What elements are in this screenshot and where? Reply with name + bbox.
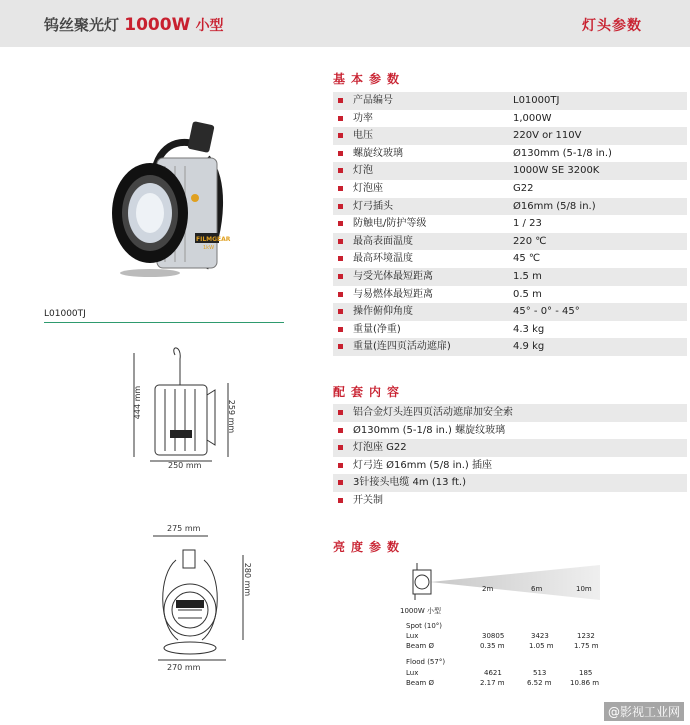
bullet-icon [338, 116, 343, 121]
front-view-drawing [148, 530, 263, 670]
accessory-item [333, 404, 687, 422]
spec-key: 灯泡座 [353, 183, 383, 194]
spot-lux-6m: 3423 [531, 632, 549, 640]
accessory-item [333, 474, 687, 492]
bullet-icon [338, 327, 343, 332]
spec-row [333, 180, 687, 198]
spot-beam-2m: 0.35 m [480, 642, 505, 650]
distance-10m: 10m [576, 585, 592, 593]
distance-2m: 2m [482, 585, 494, 593]
spec-key: 重量(净重) [353, 323, 401, 335]
bullet-icon [338, 151, 343, 156]
spec-key: 最高环境温度 [353, 253, 413, 265]
spec-key: 操作俯仰角度 [353, 306, 413, 318]
spec-row [333, 145, 687, 163]
spec-value: 45 ℃ [513, 253, 541, 265]
spec-value: 4.9 kg [513, 341, 545, 353]
side-body-height-label: 259 mm [227, 399, 237, 434]
spot-label: Spot (10°) [406, 622, 443, 630]
bullet-icon [338, 168, 343, 173]
model-divider [44, 322, 284, 323]
accessory-item [333, 422, 687, 440]
spec-value: Ø130mm (5-1/8 in.) [513, 147, 612, 159]
flood-beam-label: Beam Ø [406, 679, 434, 687]
spec-value: Ø16mm (5/8 in.) [513, 200, 596, 212]
spec-value: 0.5 m [513, 288, 542, 300]
spec-key: 防触电/防护等级 [353, 218, 427, 230]
flood-label: Flood (57°) [406, 658, 446, 666]
title-power: 1000W [124, 15, 191, 35]
bullet-icon [338, 344, 343, 349]
accessory-text: 3针接头电缆 4m (13 ft.) [353, 477, 466, 489]
spec-value: 220 ℃ [513, 235, 547, 247]
bullet-icon [338, 133, 343, 138]
spec-row [333, 286, 687, 304]
spec-row [333, 110, 687, 128]
spec-key: 功率 [353, 112, 373, 124]
bullet-icon [338, 428, 343, 433]
accessory-text: Ø130mm (5-1/8 in.) 螺旋纹玻璃 [353, 424, 506, 436]
product-photo [95, 118, 245, 278]
page-title [44, 14, 224, 35]
front-top-width-label: 275 mm [167, 524, 201, 533]
section-label: 灯头参数 [582, 18, 642, 34]
spec-row [333, 268, 687, 286]
spec-key: 产品编号 [353, 95, 393, 106]
spec-row [333, 338, 687, 356]
spot-beam-6m: 1.05 m [529, 642, 554, 650]
bullet-icon [338, 410, 343, 415]
spec-key: 与易燃体最短距离 [353, 288, 433, 300]
flood-lux-label: Lux [406, 669, 419, 677]
accessory-text: 铝合金灯头连四页活动遮扉加安全索 [353, 407, 513, 418]
spec-key: 螺旋纹玻璃 [353, 147, 403, 159]
svg-text:1kW: 1kW [203, 245, 215, 251]
bullet-icon [338, 239, 343, 244]
spec-key: 电压 [353, 130, 373, 142]
flood-lux-2m: 4621 [484, 669, 502, 677]
watermark: @影视工业网 [604, 702, 684, 721]
accessory-item [333, 439, 687, 457]
bullet-icon [338, 274, 343, 279]
bullet-icon [338, 204, 343, 209]
spec-value: 1.5 m [513, 271, 542, 282]
spec-key: 重量(连四页活动遮扉) [353, 341, 451, 353]
bullet-icon [338, 256, 343, 261]
spec-value: 45° - 0° - 45° [513, 306, 580, 318]
bullet-icon [338, 186, 343, 191]
title-prefix: 钨丝聚光灯 [44, 16, 120, 34]
title-suffix: 小型 [195, 18, 224, 34]
flood-lux-6m: 513 [533, 669, 547, 677]
spec-row [333, 92, 687, 110]
spot-beam-10m: 1.75 m [574, 642, 599, 650]
spec-value: 1 / 23 [513, 218, 542, 230]
bullet-icon [338, 463, 343, 468]
spec-value: 4.3 kg [513, 323, 545, 335]
spec-key: 与受光体最短距离 [353, 271, 433, 282]
spec-row [333, 233, 687, 251]
page-header [0, 0, 690, 47]
spec-section-title: 基本参数 [333, 72, 406, 86]
bullet-icon [338, 309, 343, 314]
spec-value: 220V or 110V [513, 130, 582, 142]
spec-key: 灯弓插头 [353, 200, 393, 212]
spec-row [333, 303, 687, 321]
beam-diagram [405, 560, 605, 605]
spot-lux-10m: 1232 [577, 632, 595, 640]
photometrics-section-title: 亮度参数 [333, 540, 406, 554]
brand-logo-text: FILMGEAR [196, 236, 231, 243]
spot-lux-label: Lux [406, 632, 419, 640]
spec-key: 最高表面温度 [353, 235, 413, 247]
spec-row [333, 127, 687, 145]
accessory-item [333, 457, 687, 475]
lamp-label: 1000W 小型 [400, 607, 441, 615]
spot-lux-2m: 30805 [482, 632, 505, 640]
spec-row [333, 198, 687, 216]
flood-beam-6m: 6.52 m [527, 679, 552, 687]
front-bottom-width-label: 270 mm [167, 663, 201, 672]
bullet-icon [338, 480, 343, 485]
flood-lux-10m: 185 [579, 669, 593, 677]
spec-value: 1,000W [513, 112, 552, 124]
spot-beam-label: Beam Ø [406, 642, 434, 650]
bullet-icon [338, 221, 343, 226]
spec-value: G22 [513, 183, 534, 194]
spec-row [333, 321, 687, 339]
bullet-icon [338, 498, 343, 503]
bullet-icon [338, 445, 343, 450]
side-width-label: 250 mm [168, 461, 202, 470]
accessories-section-title: 配套内容 [333, 385, 406, 399]
spec-value: L01000TJ [513, 95, 560, 106]
spec-row [333, 215, 687, 233]
model-label: L01000TJ [44, 309, 86, 319]
front-height-label: 280 mm [243, 562, 253, 597]
accessory-text: 灯泡座 G22 [353, 442, 407, 454]
bullet-icon [338, 292, 343, 297]
flood-beam-2m: 2.17 m [480, 679, 505, 687]
distance-6m: 6m [531, 585, 543, 593]
spec-key: 灯泡 [353, 165, 373, 177]
spec-row [333, 250, 687, 268]
flood-beam-10m: 10.86 m [570, 679, 600, 687]
accessory-item [333, 492, 687, 510]
bullet-icon [338, 98, 343, 103]
spec-row [333, 162, 687, 180]
accessory-text: 开关制 [353, 495, 383, 506]
side-height-label: 444 mm [133, 385, 143, 420]
accessory-text: 灯弓连 Ø16mm (5/8 in.) 插座 [353, 459, 492, 471]
spec-value: 1000W SE 3200K [513, 165, 600, 177]
